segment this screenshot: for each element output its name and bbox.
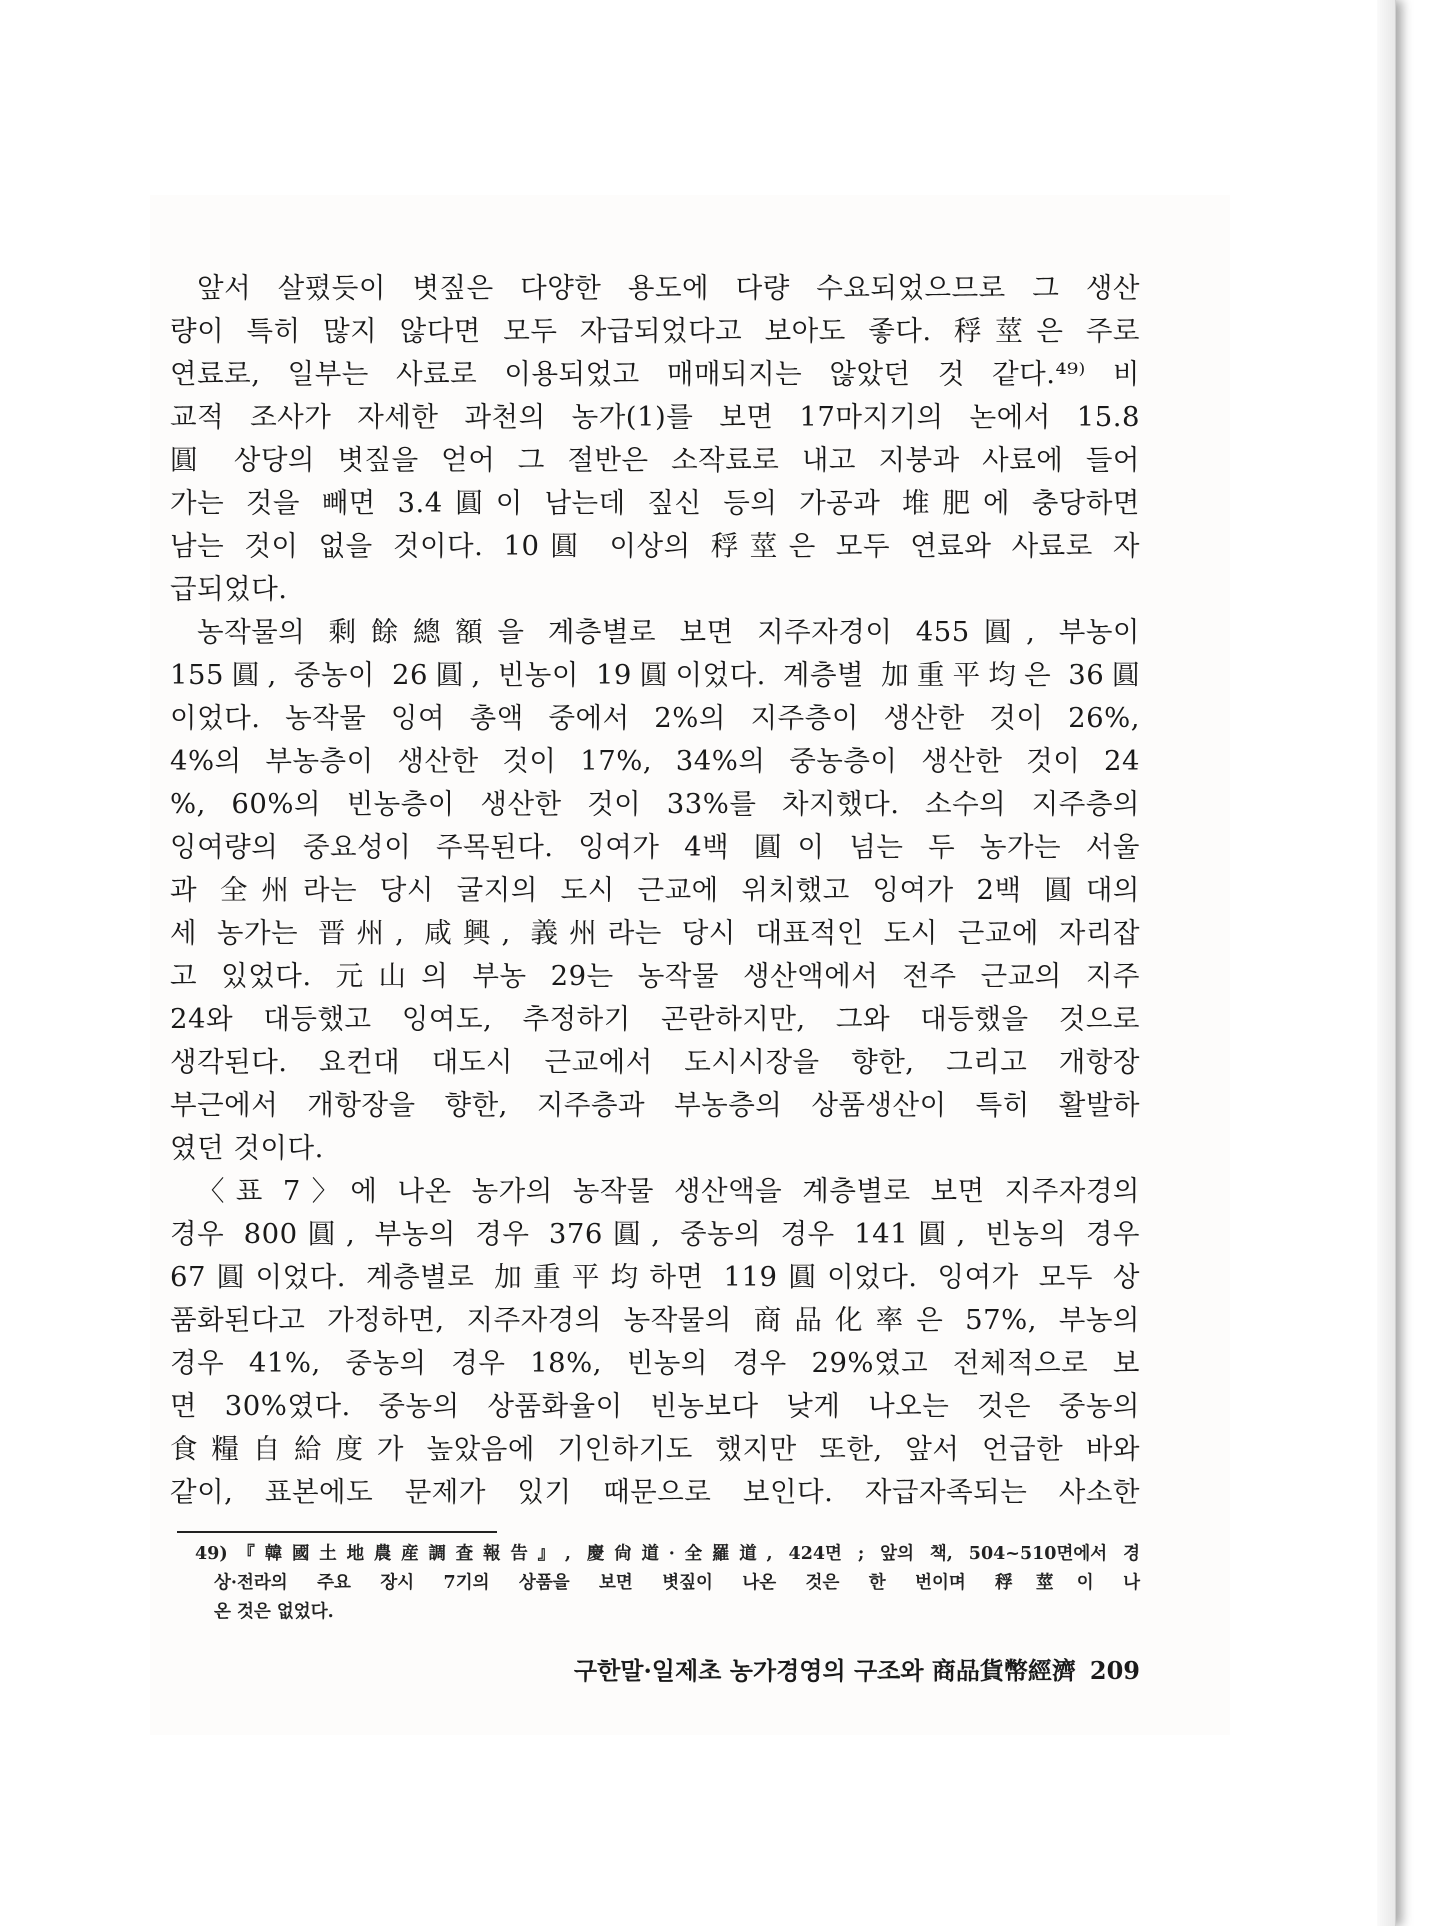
body-line: 연료로, 일부는 사료로 이용되었고 매매되지는 않았던 것 같다.⁴⁹⁾ 비: [170, 358, 1140, 390]
body-line: 농작물의 剩餘總額을 계층별로 보면 지주자경이 455圓, 부농이: [197, 616, 1140, 648]
body-line: 생각된다. 요컨대 대도시 근교에서 도시시장을 향한, 그리고 개항장: [170, 1046, 1140, 1078]
body-line: 과 全州라는 당시 굴지의 도시 근교에 위치했고 잉여가 2백 圓대의: [170, 874, 1140, 906]
page-edge: [1377, 0, 1395, 1926]
body-line: 圓 상당의 볏짚을 얻어 그 절반은 소작료로 내고 지붕과 사료에 들어: [170, 444, 1140, 476]
body-line: 24와 대등했고 잉여도, 추정하기 곤란하지만, 그와 대등했을 것으로: [170, 1003, 1140, 1035]
body-line: 食糧自給度가 높았음에 기인하기도 했지만 또한, 앞서 언급한 바와: [170, 1433, 1140, 1465]
body-line: 경우 41%, 중농의 경우 18%, 빈농의 경우 29%였고 전체적으로 보: [170, 1347, 1140, 1379]
body-line: 교적 조사가 자세한 과천의 농가(1)를 보면 17마지기의 논에서 15.8: [170, 401, 1140, 433]
body-line: 잉여량의 중요성이 주목된다. 잉여가 4백 圓이 넘는 두 농가는 서울: [170, 831, 1140, 863]
body-line: 품화된다고 가정하면, 지주자경의 농작물의 商品化率은 57%, 부농의: [170, 1304, 1140, 1336]
footnote-line: 49)『韓國土地農産調査報告』, 慶尙道·全羅道, 424면 ; 앞의 책, 504~510면에서 경: [195, 1544, 1140, 1564]
body-line: 〈표 7〉에 나온 농가의 농작물 생산액을 계층별로 보면 지주자경의: [197, 1175, 1140, 1207]
body-line: 면 30%였다. 중농의 상품화율이 빈농보다 낮게 나오는 것은 중농의: [170, 1390, 1140, 1422]
body-line: 경우 800圓, 부농의 경우 376圓, 중농의 경우 141圓, 빈농의 경우: [170, 1218, 1140, 1250]
body-line: 이었다. 농작물 잉여 총액 중에서 2%의 지주층이 생산한 것이 26%,: [170, 702, 1140, 734]
body-line: 67圓이었다. 계층별로 加重平均하면 119圓이었다. 잉여가 모두 상: [170, 1261, 1140, 1293]
body-line: 4%의 부농층이 생산한 것이 17%, 34%의 중농층이 생산한 것이 24: [170, 745, 1140, 777]
body-line: 앞서 살폈듯이 볏짚은 다양한 용도에 다량 수요되었으므로 그 생산: [197, 272, 1140, 304]
footnote-line: 온 것은 없었다.: [214, 1602, 334, 1622]
footnote-line: 상·전라의 주요 장시 7기의 상품을 보면 볏짚이 나온 것은 한 번이며 稃莖이 나: [214, 1573, 1140, 1593]
running-footer: [440, 1649, 1140, 1693]
running-footer-title: 구한말·일제초 농가경영의 구조와 商品貨幣經濟: [573, 1656, 1076, 1685]
body-line: 가는 것을 빼면 3.4圓이 남는데 짚신 등의 가공과 堆肥에 충당하면: [170, 487, 1140, 519]
body-line: 같이, 표본에도 문제가 있기 때문으로 보인다. 자급자족되는 사소한: [170, 1476, 1140, 1508]
body-line: 남는 것이 없을 것이다. 10圓 이상의 稃莖은 모두 연료와 사료로 자: [170, 530, 1140, 562]
body-text: [170, 267, 1140, 1514]
footnotes: [195, 1540, 1140, 1627]
body-line: %, 60%의 빈농층이 생산한 것이 33%를 차지했다. 소수의 지주층의: [170, 788, 1140, 820]
body-line: 량이 특히 많지 않다면 모두 자급되었다고 보아도 좋다. 稃莖은 주로: [170, 315, 1140, 347]
body-line: 155圓, 중농이 26圓, 빈농이 19圓이었다. 계층별 加重平均은 36圓: [170, 659, 1140, 691]
body-line: 였던 것이다.: [170, 1132, 324, 1164]
body-line: 고 있었다. 元山의 부농 29는 농작물 생산액에서 전주 근교의 지주: [170, 960, 1140, 992]
page-number: 209: [1089, 1656, 1140, 1685]
body-line: 급되었다.: [170, 573, 288, 605]
body-line: 부근에서 개항장을 향한, 지주층과 부농층의 상품생산이 특히 활발하: [170, 1089, 1140, 1121]
body-line: 세 농가는 晋州, 咸興, 義州라는 당시 대표적인 도시 근교에 자리잡: [170, 917, 1140, 949]
footnote-divider: [177, 1531, 497, 1533]
